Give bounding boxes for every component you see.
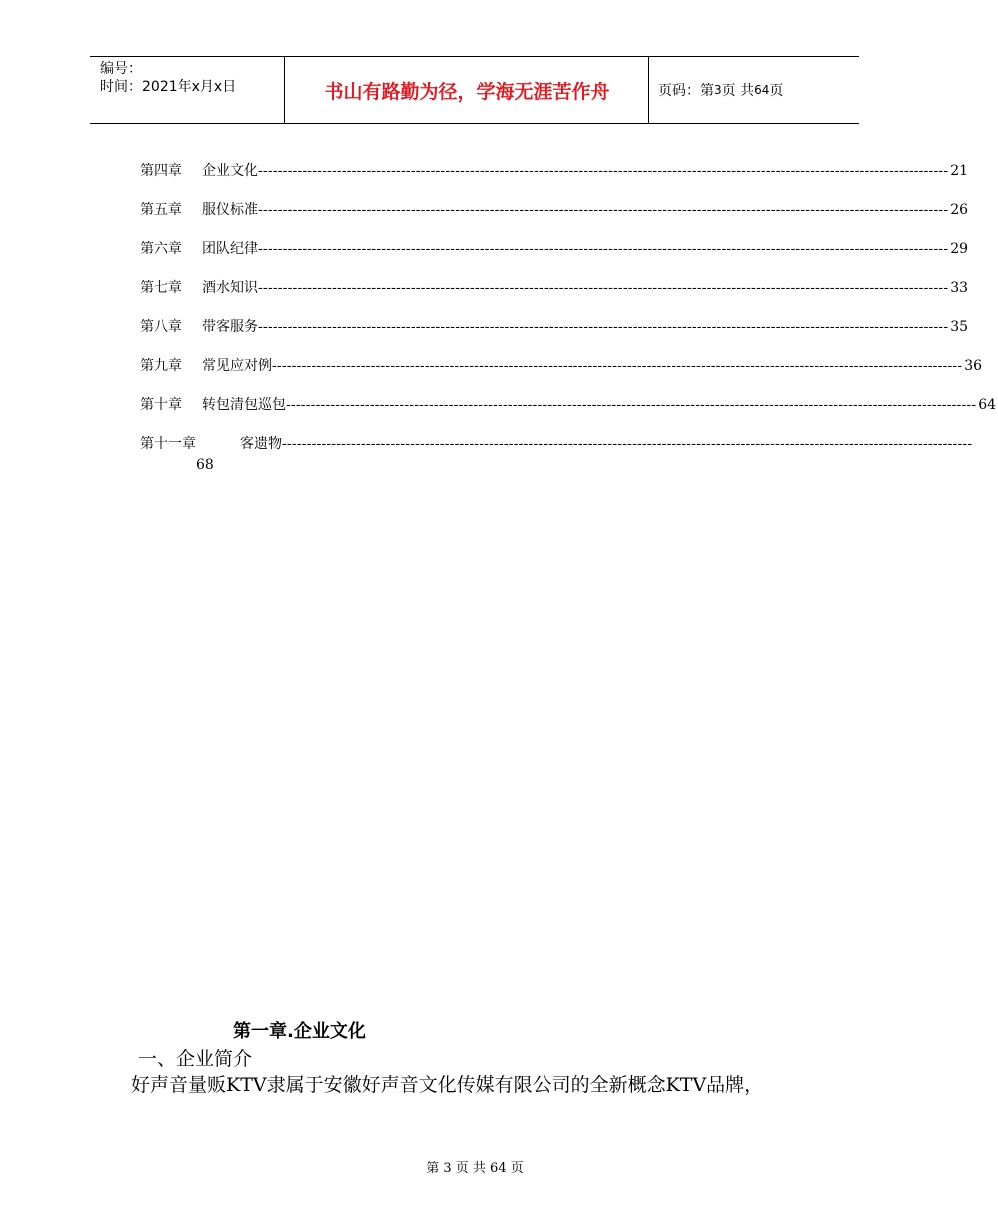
page-prefix: 页码：第 (658, 83, 714, 99)
toc-leader: -------------------------------------------------------------------------------------------------------------------------------------------- (272, 358, 963, 374)
toc-entry[interactable] (140, 199, 969, 238)
header-motto: 书山有路勤为径，学海无涯苦作舟 (286, 57, 649, 123)
section-heading: 一、企业简介 (138, 1048, 253, 1070)
page-footer: 第 3 页 共 64 页 (426, 1161, 524, 1176)
toc-entry[interactable] (140, 355, 983, 394)
toc-entry[interactable] (140, 394, 997, 433)
toc-chapter-number: 第九章 (140, 358, 182, 374)
toc-chapter-title: 企业文化 (202, 163, 258, 179)
toc-leader: -------------------------------------------------------------------------------------------------------------------------------------------- (258, 241, 949, 257)
toc-chapter-number: 第十一章 (140, 436, 196, 452)
toc-chapter-title: 团队纪律 (202, 241, 258, 257)
page-suffix: 页 (769, 83, 784, 99)
toc-entry[interactable] (140, 433, 973, 477)
toc-page-number: 33 (950, 280, 969, 296)
page-header (90, 56, 859, 124)
body-paragraph: 好声音量贩KTV隶属于安徽好声音文化传媒有限公司的全新概念KTV品牌， (131, 1074, 764, 1096)
toc-chapter-title: 服仪标准 (202, 202, 258, 218)
toc-chapter-number: 第八章 (140, 319, 182, 335)
toc-page-number: 35 (950, 319, 969, 335)
toc-page-number: 29 (950, 241, 969, 257)
toc-leader: -------------------------------------------------------------------------------------------------------------------------------------------- (286, 397, 977, 413)
toc-entry[interactable] (140, 238, 969, 277)
toc-page-number: 68 (196, 457, 214, 473)
toc-chapter-number: 第十章 (140, 397, 182, 413)
toc-page-number: 26 (950, 202, 969, 218)
toc-chapter-number: 第七章 (140, 280, 182, 296)
time-label: 时间：2021年x月x日 (100, 79, 237, 95)
code-label: 编号： (100, 61, 142, 77)
toc-chapter-title: 转包清包巡包 (202, 397, 286, 413)
toc-entry[interactable] (140, 160, 969, 199)
page-mid: 页 共 (721, 83, 755, 99)
toc-chapter-number: 第六章 (140, 241, 182, 257)
toc-chapter-title: 酒水知识 (202, 280, 258, 296)
toc-leader: -------------------------------------------------------------------------------------------------------------------------------------------- (258, 163, 949, 179)
toc-entry[interactable] (140, 277, 969, 316)
toc-leader: -------------------------------------------------------------------------------------------------------------------------------------------- (258, 202, 949, 218)
toc-leader: -------------------------------------------------------------------------------------------------------------------------------------------- (258, 280, 949, 296)
page-total: 64 (754, 83, 770, 97)
header-page-info (650, 57, 859, 123)
toc-chapter-title: 客遗物 (240, 436, 282, 452)
header-meta (90, 57, 285, 123)
toc-leader: -------------------------------------------------------------------------------------------------------------------------------------------- (258, 319, 949, 335)
toc-leader: -------------------------------------------------------------------------------------------------------------------------------------------- (282, 436, 973, 452)
toc-page-number: 36 (964, 358, 983, 374)
page-number: 3 (714, 83, 722, 97)
table-of-contents (140, 160, 997, 477)
toc-page-number: 21 (950, 163, 969, 179)
toc-entry[interactable] (140, 316, 969, 355)
toc-chapter-title: 带客服务 (202, 319, 258, 335)
chapter-heading: 第一章.企业文化 (233, 1021, 366, 1042)
toc-chapter-number: 第五章 (140, 202, 182, 218)
toc-chapter-number: 第四章 (140, 163, 182, 179)
toc-page-number: 64 (978, 397, 997, 413)
toc-chapter-title: 常见应对例 (202, 358, 272, 374)
